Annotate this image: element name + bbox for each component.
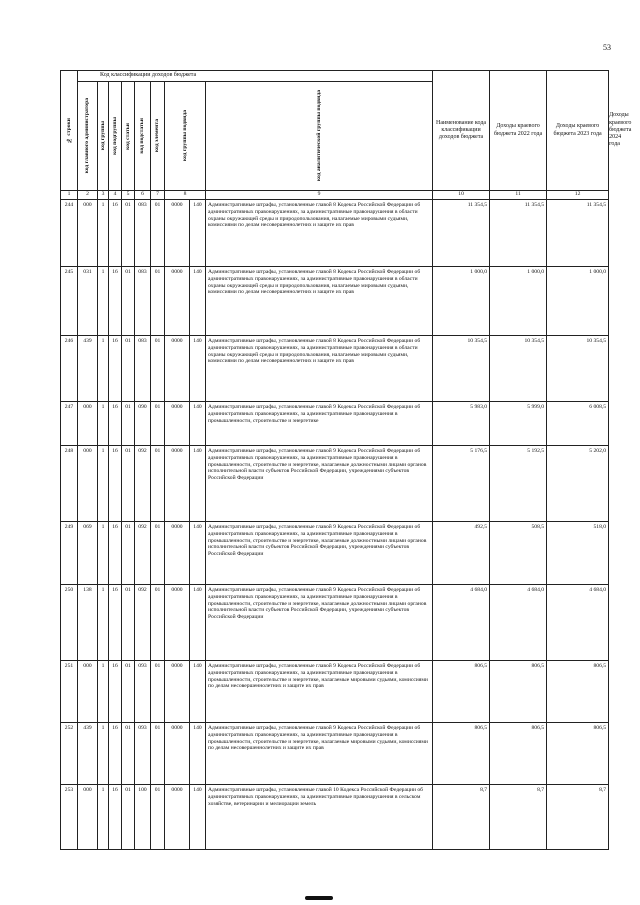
code-cell-grp: 1: [98, 522, 109, 585]
code-cell-no: 252: [61, 723, 78, 785]
code-cell-elem: 01: [151, 402, 165, 446]
code-cell-anal: 140: [190, 585, 206, 661]
header-code-col: код группы подвида: [165, 82, 206, 191]
table-row: [61, 402, 609, 446]
amount-y2022: 4 684,0: [433, 585, 490, 661]
amount-y2023: 508,5: [490, 522, 547, 585]
amount-y2024: 1 000,0: [547, 267, 609, 336]
table-row: [61, 661, 609, 723]
code-cell-elem: 01: [151, 585, 165, 661]
revenue-name: Административные штрафы, установленные главой 9 Кодекса Российской Федерации об административных правонарушениях, за административные правонарушения в промышленности, строительстве и энергетике, налагаемые мировыми судьями, комиссиями по делам несовершеннолетних и защите их прав: [206, 661, 433, 723]
amount-y2022: 492,5: [433, 522, 490, 585]
revenue-name: Административные штрафы, установленные главой 8 Кодекса Российской Федерации об административных правонарушениях, за административные правонарушения в области охраны окружающей среды и природопользования, налагаемые мировыми судьями, комиссиями по делам несовершеннолетних и защите их прав: [206, 267, 433, 336]
amount-y2023: 5 999,0: [490, 402, 547, 446]
code-cell-art: 01: [122, 522, 135, 585]
code-cell-art: 01: [122, 402, 135, 446]
code-cell-elem: 01: [151, 446, 165, 522]
code-cell-anal: 140: [190, 723, 206, 785]
code-cell-sub: 16: [109, 585, 122, 661]
column-number: 5: [122, 191, 135, 200]
code-cell-art: 01: [122, 336, 135, 402]
code-cell-grp: 1: [98, 446, 109, 522]
code-cell-sub: 16: [109, 522, 122, 585]
code-cell-subtype: 0000: [165, 336, 190, 402]
revenue-name: Административные штрафы, установленные главой 9 Кодекса Российской Федерации об административных правонарушениях, за административные правонарушения в промышленности, строительстве и энергетике, налагаемые мировыми судьями, комиссиями по делам несовершеннолетних и защите их прав: [206, 723, 433, 785]
code-cell-grp: 1: [98, 585, 109, 661]
code-cell-grp: 1: [98, 402, 109, 446]
code-cell-subtype: 0000: [165, 522, 190, 585]
amount-y2022: 806,5: [433, 723, 490, 785]
code-cell-grp: 1: [98, 785, 109, 850]
code-cell-subart: 093: [135, 661, 151, 723]
code-cell-subart: 090: [135, 402, 151, 446]
code-cell-subart: 100: [135, 785, 151, 850]
revenue-name: Административные штрафы, установленные главой 8 Кодекса Российской Федерации об административных правонарушениях, за административные правонарушения в области охраны окружающей среды и природопользования, налагаемые мировыми судьями, комиссиями по делам несовершеннолетних и защите их прав: [206, 336, 433, 402]
code-cell-anal: 140: [190, 785, 206, 850]
code-cell-subtype: 0000: [165, 661, 190, 723]
code-cell-grp: 1: [98, 661, 109, 723]
code-cell-elem: 01: [151, 267, 165, 336]
amount-y2022: 5 176,5: [433, 446, 490, 522]
code-cell-elem: 01: [151, 785, 165, 850]
amount-y2024: 8,7: [547, 785, 609, 850]
table-row: [61, 336, 609, 402]
table-row: [61, 785, 609, 850]
code-cell-subart: 083: [135, 336, 151, 402]
code-cell-admin: 439: [78, 723, 98, 785]
code-cell-anal: 140: [190, 522, 206, 585]
revenue-name: Административные штрафы, установленные главой 9 Кодекса Российской Федерации об административных правонарушениях, за административные правонарушения в промышленности, строительстве и энергетике, налагаемые должностными лицами органов исполнительной власти субъектов Российской Федерации, учреждениями субъектов Российской Федерации: [206, 522, 433, 585]
amount-y2024: 11 354,5: [547, 200, 609, 267]
code-cell-subtype: 0000: [165, 785, 190, 850]
amount-y2022: 5 983,0: [433, 402, 490, 446]
header-code-col: код элемента: [151, 82, 165, 191]
header-code-col: код подгруппы: [109, 82, 122, 191]
amount-y2024: 10 354,5: [547, 336, 609, 402]
code-cell-anal: 140: [190, 661, 206, 723]
code-cell-sub: 16: [109, 336, 122, 402]
header-row-no: № строки: [61, 71, 78, 191]
revenue-name: Административные штрафы, установленные главой 8 Кодекса Российской Федерации об административных правонарушениях, за административные правонарушения в области охраны окружающей среды и природопользования, налагаемые мировыми судьями, комиссиями по делам несовершеннолетних и защите их прав: [206, 200, 433, 267]
footer-mark: [305, 896, 333, 900]
code-cell-no: 248: [61, 446, 78, 522]
code-cell-subtype: 0000: [165, 402, 190, 446]
column-number: 1: [61, 191, 78, 200]
amount-y2022: 1 000,0: [433, 267, 490, 336]
code-cell-admin: 439: [78, 336, 98, 402]
amount-y2024: 806,5: [547, 661, 609, 723]
code-cell-elem: 01: [151, 336, 165, 402]
code-cell-art: 01: [122, 723, 135, 785]
amount-y2023: 1 000,0: [490, 267, 547, 336]
code-cell-no: 246: [61, 336, 78, 402]
code-cell-subart: 092: [135, 585, 151, 661]
code-cell-admin: 000: [78, 785, 98, 850]
amount-y2023: 11 354,5: [490, 200, 547, 267]
code-cell-sub: 16: [109, 723, 122, 785]
amount-y2022: 11 354,5: [433, 200, 490, 267]
code-cell-anal: 140: [190, 402, 206, 446]
amount-y2023: 806,5: [490, 661, 547, 723]
code-cell-subart: 093: [135, 723, 151, 785]
code-cell-no: 245: [61, 267, 78, 336]
header-code-col: код статьи: [122, 82, 135, 191]
code-cell-elem: 01: [151, 661, 165, 723]
code-cell-anal: 140: [190, 200, 206, 267]
column-number-row: [61, 191, 609, 200]
column-number: 7: [151, 191, 165, 200]
amount-y2024: 518,0: [547, 522, 609, 585]
amount-y2023: 10 354,5: [490, 336, 547, 402]
column-number: 8: [165, 191, 206, 200]
code-cell-no: 251: [61, 661, 78, 723]
code-cell-no: 249: [61, 522, 78, 585]
column-number: 6: [135, 191, 151, 200]
header-name: Наименование кода классификации доходов бюджета: [433, 71, 490, 191]
code-cell-elem: 01: [151, 200, 165, 267]
code-cell-elem: 01: [151, 723, 165, 785]
column-number: 9: [206, 191, 433, 200]
column-number: 4: [109, 191, 122, 200]
revenue-name: Административные штрафы, установленные главой 9 Кодекса Российской Федерации об административных правонарушениях, за административные правонарушения в промышленности, строительстве и энергетике, налагаемые должностными лицами органов исполнительной власти субъектов Российской Федерации, учреждениями субъектов Российской Федерации: [206, 585, 433, 661]
amount-y2024: 6 008,5: [547, 402, 609, 446]
revenue-name: Административные штрафы, установленные главой 9 Кодекса Российской Федерации об административных правонарушениях, за административные правонарушения в промышленности, строительстве и энергетике: [206, 402, 433, 446]
code-cell-admin: 069: [78, 522, 98, 585]
column-number: 3: [98, 191, 109, 200]
code-cell-admin: 000: [78, 200, 98, 267]
amount-y2024: 4 684,0: [547, 585, 609, 661]
amount-y2023: 5 192,5: [490, 446, 547, 522]
table-row: [61, 446, 609, 522]
page-number: 53: [603, 43, 611, 52]
column-number: 10: [433, 191, 490, 200]
code-cell-grp: 1: [98, 200, 109, 267]
code-cell-sub: 16: [109, 200, 122, 267]
code-cell-subtype: 0000: [165, 585, 190, 661]
code-cell-subart: 092: [135, 522, 151, 585]
header-code-col: код подстатьи: [135, 82, 151, 191]
code-cell-art: 01: [122, 661, 135, 723]
revenue-name: Административные штрафы, установленные главой 9 Кодекса Российской Федерации об административных правонарушениях, за административные правонарушения в промышленности, строительстве и энергетике, налагаемые должностными лицами органов исполнительной власти субъектов Российской Федерации, учреждениями субъектов Российской Федерации: [206, 446, 433, 522]
table-row: [61, 585, 609, 661]
code-cell-admin: 000: [78, 661, 98, 723]
amount-y2022: 8,7: [433, 785, 490, 850]
code-cell-no: 247: [61, 402, 78, 446]
code-cell-subtype: 0000: [165, 267, 190, 336]
header-year-2023: Доходы краевого бюджета 2023 года: [547, 71, 609, 191]
code-cell-admin: 000: [78, 402, 98, 446]
header-code-col: код аналитической группы подвида: [206, 82, 433, 191]
code-cell-sub: 16: [109, 446, 122, 522]
code-cell-art: 01: [122, 200, 135, 267]
amount-y2022: 10 354,5: [433, 336, 490, 402]
table-row: [61, 522, 609, 585]
revenue-name: Административные штрафы, установленные главой 10 Кодекса Российской Федерации об административных правонарушениях, за административные правонарушения в сельском хозяйстве, ветеринарии и мелиорации земель: [206, 785, 433, 850]
amount-y2024: 806,5: [547, 723, 609, 785]
column-number: 12: [547, 191, 609, 200]
code-cell-art: 01: [122, 267, 135, 336]
code-cell-subart: 092: [135, 446, 151, 522]
code-cell-elem: 01: [151, 522, 165, 585]
amount-y2024: 5 202,0: [547, 446, 609, 522]
amount-y2023: 4 684,0: [490, 585, 547, 661]
code-cell-subart: 083: [135, 200, 151, 267]
header-code-col: код группы: [98, 82, 109, 191]
header-classification-group: Код классификации доходов бюджета: [78, 71, 433, 82]
code-cell-admin: 138: [78, 585, 98, 661]
code-cell-grp: 1: [98, 336, 109, 402]
table-row: [61, 723, 609, 785]
code-cell-sub: 16: [109, 661, 122, 723]
code-cell-anal: 140: [190, 446, 206, 522]
code-cell-admin: 031: [78, 267, 98, 336]
code-cell-no: 253: [61, 785, 78, 850]
code-cell-admin: 000: [78, 446, 98, 522]
code-cell-subtype: 0000: [165, 446, 190, 522]
header-year-2022: Доходы краевого бюджета 2022 года: [490, 71, 547, 191]
code-cell-subart: 083: [135, 267, 151, 336]
column-number: 2: [78, 191, 98, 200]
amount-y2023: 806,5: [490, 723, 547, 785]
amount-y2023: 8,7: [490, 785, 547, 850]
code-cell-sub: 16: [109, 785, 122, 850]
column-number: 11: [490, 191, 547, 200]
code-cell-subtype: 0000: [165, 200, 190, 267]
code-cell-anal: 140: [190, 336, 206, 402]
code-cell-art: 01: [122, 785, 135, 850]
header-code-col: код главного администратора: [78, 82, 98, 191]
code-cell-art: 01: [122, 585, 135, 661]
table-row: [61, 267, 609, 336]
code-cell-grp: 1: [98, 267, 109, 336]
table-row: [61, 200, 609, 267]
code-cell-subtype: 0000: [165, 723, 190, 785]
amount-y2022: 806,5: [433, 661, 490, 723]
code-cell-sub: 16: [109, 402, 122, 446]
code-cell-grp: 1: [98, 723, 109, 785]
code-cell-anal: 140: [190, 267, 206, 336]
revenue-table: № строки Код классификации доходов бюджета Наименование кода классификации доходов бюджета Доходы краевого бюджета 2022 года Доходы краевого бюджета 2023 года Доходы краевого бюджета 2024 года код главного администратора код группы код подгруппы код статьи код подстатьи код элемента код группы подвида код аналитической группы подвида 1 2 3 4 5 6 7 8 9 10 11 12 244 000 1 16 01 083 01 0000 140 Административные штрафы, установленные главой 8 Кодекса Российской Федерации об административных правонарушениях, за административные правонарушения в области охраны окружающей среды и природопользования, налагаемые мировыми судьями, комиссиями по делам несовершеннолетних и защите их прав 11 354,5 11 354,5 11 354,5 245 031 1 16 01 083 01 0000 140 Административные штрафы, установленные главой 8 Кодекса Российской Федерации об административных правонарушениях, за административные правонарушения в области охраны окружающей среды и природопользования, налагаемые мировыми судьями, комиссиями по делам несовершеннолетних и защите их прав 1 000,0 1 000,0 1 000,0 246 439 1 16 01 083 01 0000 140 Административные штрафы, установленные главой 8 Кодекса Российской Федерации об административных правонарушениях, за административные правонарушения в области охраны окружающей среды и природопользования, налагаемые мировыми судьями, комиссиями по делам несовершеннолетних и защите их прав 10 354,5 10 354,5 10 354,5 247 000 1 16 01 090 01 0000 140 Административные штрафы, установленные главой 9 Кодекса Российской Федерации об административных правонарушениях, за административные правонарушения в промышленности, строительстве и энергетике 5 983,0 5 999,0 6 008,5 248 000 1 16 01 092 01 0000 140 Административные штрафы, установленные главой 9 Кодекса Российской Федерации об административных правонарушениях, за административные правонарушения в промышленности, строительстве и энергетике, налагаемые должностными лицами органов исполнительной власти субъектов Российской Федерации, учреждениями субъектов Российской Федерации 5 176,5 5 192,5 5 202,0 249 069 1 16 01 092 01 0000 140 Административные штрафы, установленные главой 9 Кодекса Российской Федерации об административных правонарушениях, за административные правонарушения в промышленности, строительстве и энергетике, налагаемые должностными лицами органов исполнительной власти субъектов Российской Федерации, учреждениями субъектов Российской Федерации 492,5 508,5 518,0 250 138 1 16 01 092 01 0000 140 Административные штрафы, установленные главой 9 Кодекса Российской Федерации об административных правонарушениях, за административные правонарушения в промышленности, строительстве и энергетике, налагаемые должностными лицами органов исполнительной власти субъектов Российской Федерации, учреждениями субъектов Российской Федерации 4 684,0 4 684,0 4 684,0 251 000 1 16 01 093 01 0000 140 Административные штрафы, установленные главой 9 Кодекса Российской Федерации об административных правонарушениях, за административные правонарушения в промышленности, строительстве и энергетике, налагаемые мировыми судьями, комиссиями по делам несовершеннолетних и защите их прав 806,5 806,5 806,5 252 439 1 16 01 093 01 0000 140 Административные штрафы, установленные главой 9 Кодекса Российской Федерации об административных правонарушениях, за административные правонарушения в промышленности, строительстве и энергетике, налагаемые мировыми судьями, комиссиями по делам несовершеннолетних и защите их прав 806,5 806,5 806,5 253 000 1 16 01 100 01 0000 140 Административные штрафы, установленные главой 10 Кодекса Российской Федерации об административных правонарушениях, за административные правонарушения в сельском хозяйстве, ветеринарии и мелиорации земель 8,7 8,7 8,7: [60, 70, 609, 850]
code-cell-art: 01: [122, 446, 135, 522]
code-cell-no: 244: [61, 200, 78, 267]
code-cell-sub: 16: [109, 267, 122, 336]
code-cell-no: 250: [61, 585, 78, 661]
